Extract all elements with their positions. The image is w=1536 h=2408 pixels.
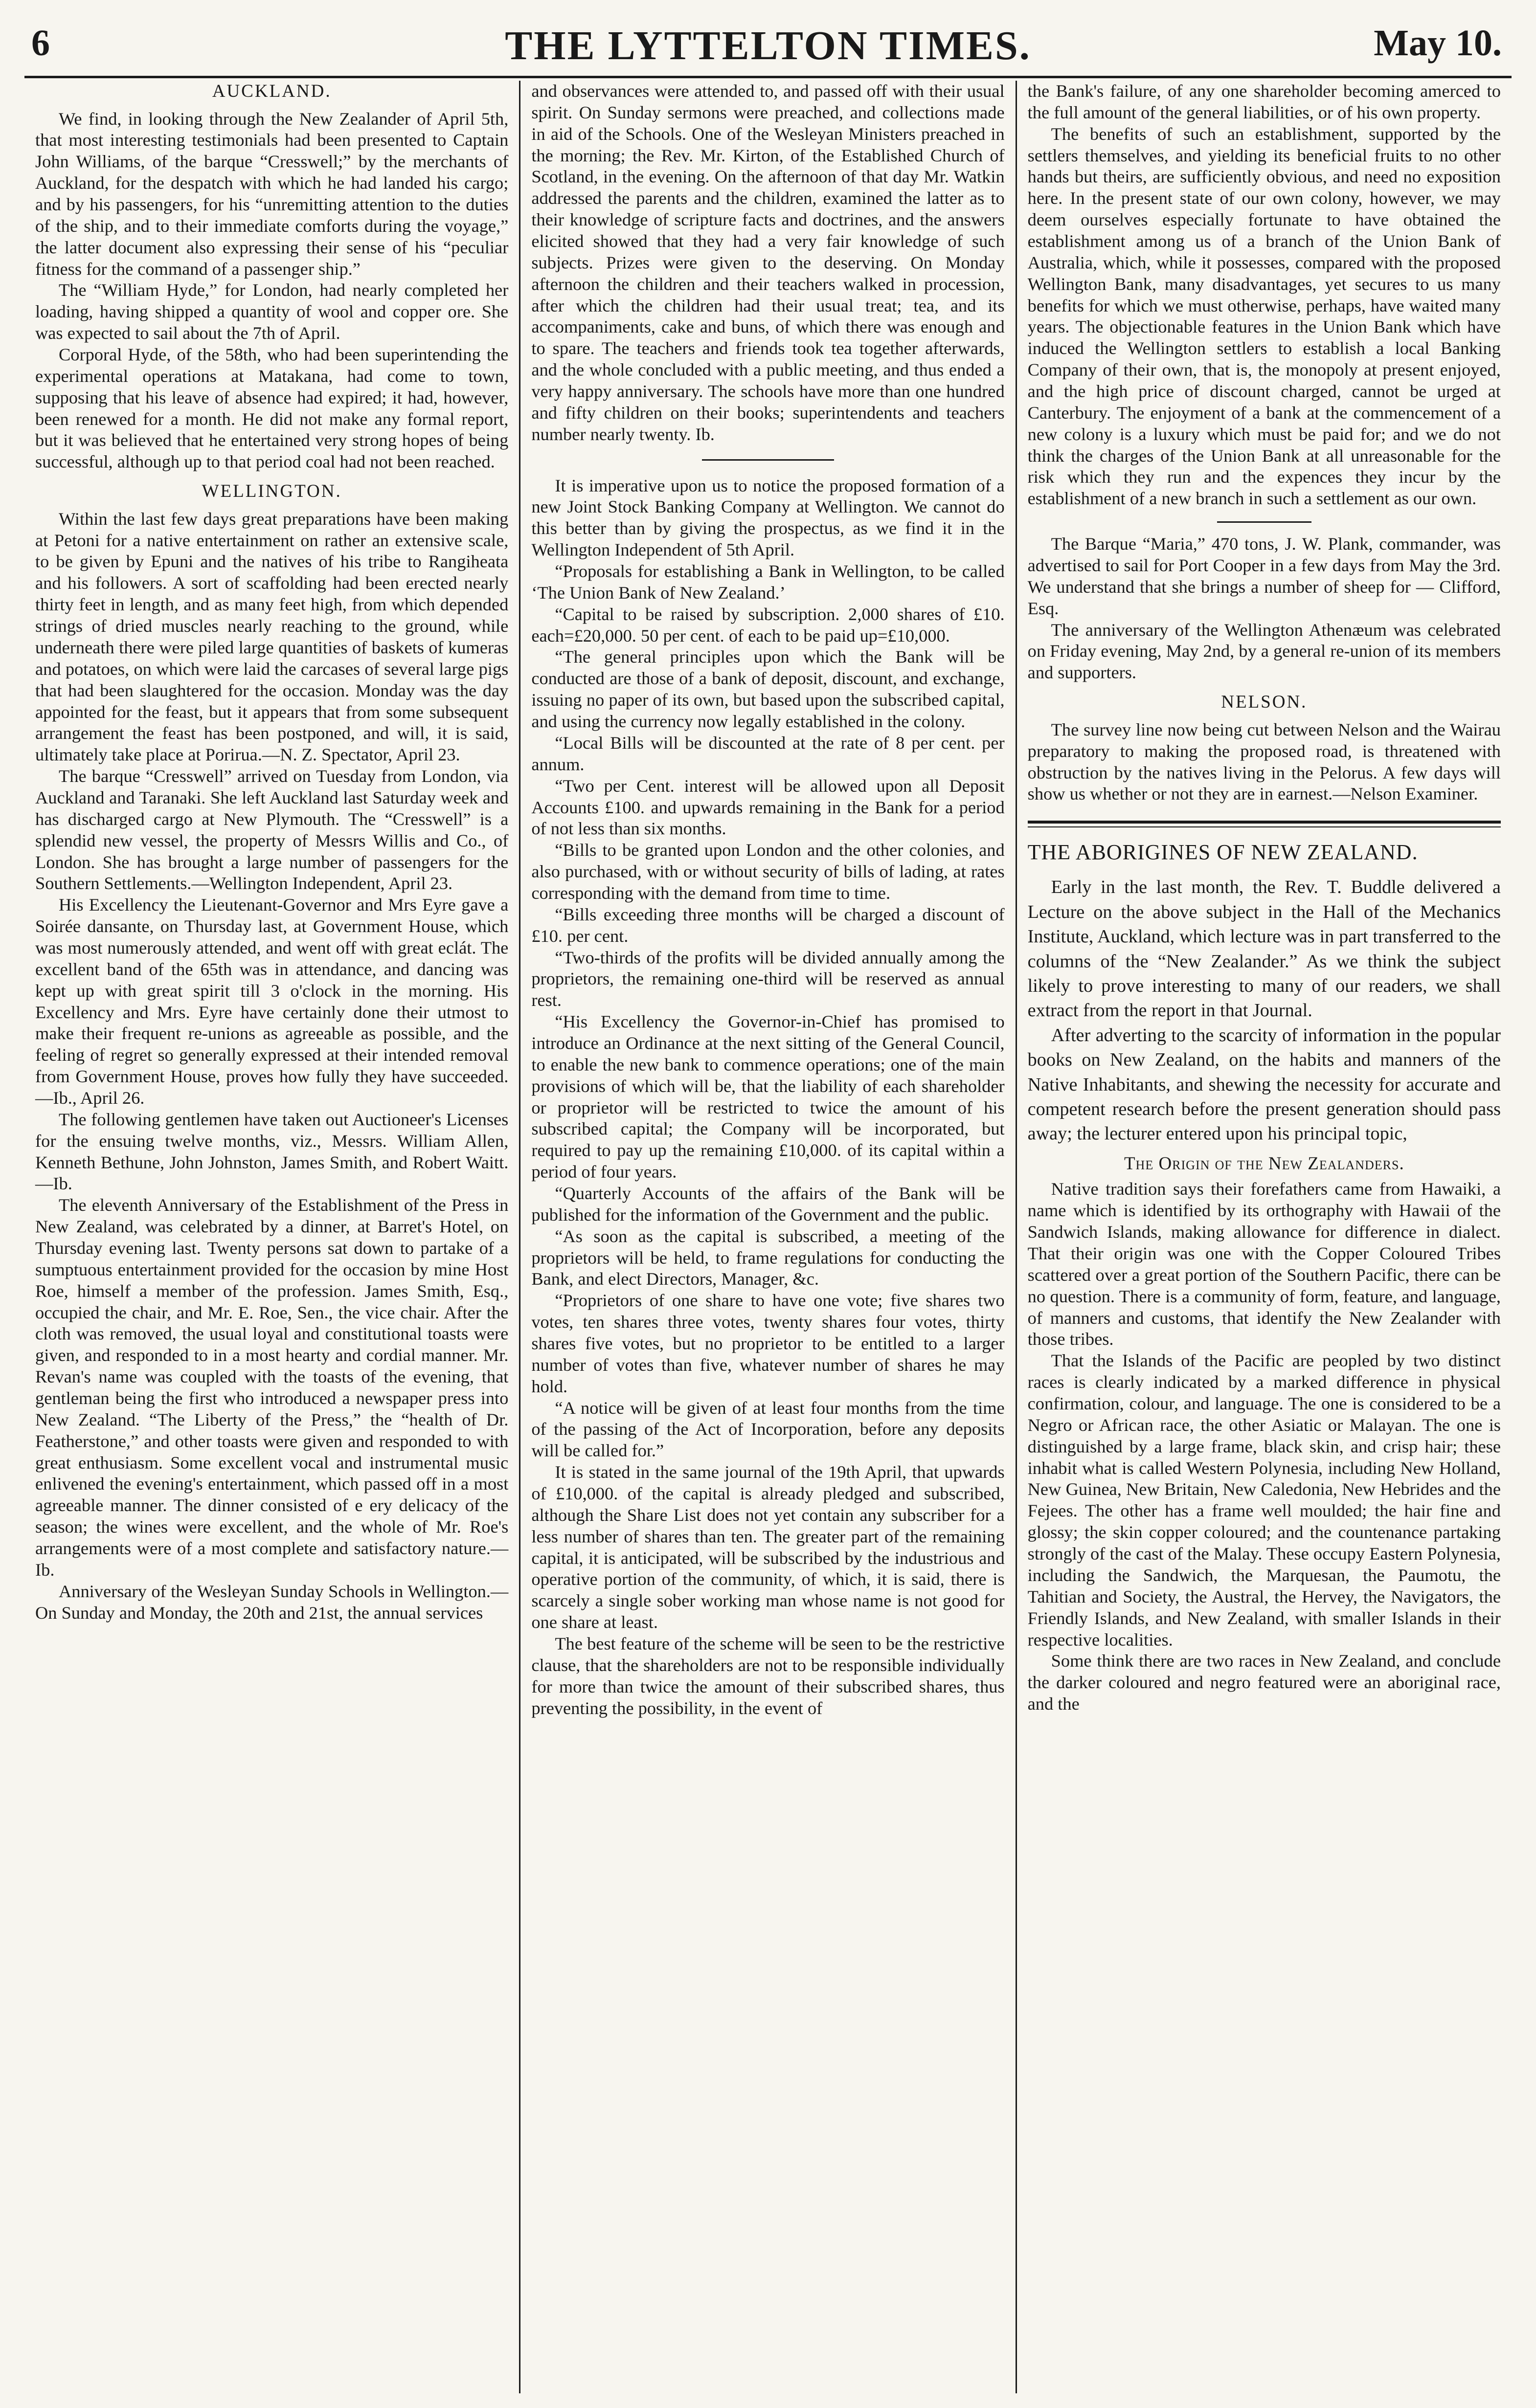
- paragraph: The benefits of such an establishment, supported by the settlers themselves, and yielding its beneficial fruits to no other hands but theirs, are sufficiently obvious, and need no exposition here. In the present state of our own colony, however, we may deem ourselves especially fortunate to have obtained the establishment among us of a branch of the Union Bank of Australia, which, while it possesses, compared with the proposed Wellington Bank, many disadvantages, yet secures to us many benefits for which we must otherwise, perhaps, have waited many years. The objectionable features in the Union Bank which have induced the Wellington settlers to establish a local Banking Company of their own, that is, the monopoly at present enjoyed, and the high price of discount charged, cannot be urged at Canterbury. The enjoyment of a bank at the commencement of a new colony is a luxury which must be paid for; and we do not think the charges of the Union Bank at all unreasonable for the risk which they run and the expences they incur by the establishment of a new branch in such a settlement as our own.: [1027, 124, 1501, 509]
- subheading-origin: The Origin of the New Zealanders.: [1124, 1153, 1404, 1174]
- paragraph: It is imperative upon us to notice the proposed formation of a new Joint Stock Banking Company at Wellington. We cannot do this better than by giving the prospectus, as we find it in the Wellington Independent of 5th April.: [531, 475, 1005, 560]
- paragraph: “The general principles upon which the Bank will be conducted are those of a bank of deposit, discount, and exchange, issuing no paper of its own, but based upon the subscribed capital, and using the currency now legally established in the colony.: [531, 647, 1005, 732]
- paragraph: We find, in looking through the New Zealander of April 5th, that most interesting testimonials had been presented to Captain John Williams, of the barque “Cresswell;” by the merchants of Auckland, for the despatch with which he had landed his cargo; and by his passengers, for his “unremitting attention to the duties of the ship, and to their immediate comforts during the voyage,” the latter document also expressing their sense of his “peculiar fitness for the command of a passenger ship.”: [35, 109, 509, 279]
- paragraph: The survey line now being cut between Nelson and the Wairau preparatory to making the proposed road, is threatened with obstruction by the natives living in the Pelorus. A few days will show us whether or not they are in earnest.—Nelson Examiner.: [1027, 719, 1501, 804]
- paragraph: It is stated in the same journal of the 19th April, that upwards of £10,000. of the capital is already pledged and subscribed, although the Share List does not yet contain any subscriber for a less number of shares than ten. The greater part of the remaining capital, it is anticipated, will be subscribed by the industrious and operative portion of the community, of which, it is said, there is scarcely a single sober working man whose name is not good for one share at least.: [531, 1462, 1005, 1632]
- paragraph: Native tradition says their forefathers came from Hawaiki, a name which is identified by its orthography with Hawaii of the Sandwich Islands, making allowance for difference in dialect. That their origin was one with the Copper Coloured Tribes scattered over a great portion of the Southern Pacific, there can be no question. There is a community of form, feature, and language, of manners and customs, that identify the New Zealander with those tribes.: [1027, 1179, 1501, 1349]
- paragraph: “A notice will be given of at least four months from the time of the passing of the Act of Incorporation, before any deposits will be called for.”: [531, 1398, 1005, 1461]
- paragraph: The barque “Cresswell” arrived on Tuesday from London, via Auckland and Taranaki. She left Auckland last Saturday week and has discharged cargo at New Plymouth. The “Cresswell” is a splendid new vessel, the property of Messrs Willis and Co., of London. She has brought a large number of passengers for the Southern Settlements.—Wellington Independent, April 23.: [35, 766, 509, 893]
- paragraph: “Proposals for establishing a Bank in Wellington, to be called ‘The Union Bank of New Zealand.’: [531, 561, 1005, 602]
- masthead: [24, 22, 1512, 78]
- paragraph: The eleventh Anniversary of the Establishment of the Press in New Zealand, was celebrated by a dinner, at Barret's Hotel, on Thursday evening last. Twenty persons sat down to partake of a sumptuous entertainment provided for the occasion by mine Host Roe, himself a member of the profession. James Smith, Esq., occupied the chair, and Mr. E. Roe, Sen., the vice chair. After the cloth was removed, the usual loyal and constitutional toasts were given, and responded to in a most hearty and cordial manner. Mr. Revan's name was coupled with the toasts of the evening, that gentleman being the first who introduced a newspaper press into New Zealand. “The Liberty of the Press,” the “health of Dr. Featherstone,” and other toasts were given and responded to with great enthusiasm. Some excellent vocal and instrumental music enlivened the evening's entertainment, which passed off in a most agreeable manner. The dinner consisted of e ery delicacy of the season; the wines were excellent, and the whole of Mr. Roe's arrangements were of a most complete and satisfactory nature.—Ib.: [35, 1195, 509, 1580]
- paragraph: Early in the last month, the Rev. T. Buddle delivered a Lecture on the above subject in the Hall of the Mechanics Institute, Auckland, which lecture was in part transferred to the columns of the “New Zealander.” As we think the subject likely to prove interesting to many of our readers, we shall extract from the report in that Journal.: [1027, 877, 1501, 1021]
- paragraph: the Bank's failure, of any one shareholder becoming amerced to the full amount of the general liabilities, or of his own property.: [1027, 81, 1501, 122]
- paragraph: After adverting to the scarcity of information in the popular books on New Zealand, on the habits and manners of the Native Inhabitants, and shewing the necessity for accurate and competent research before the present generation should pass away; the lecturer entered upon his principal topic,: [1027, 1025, 1501, 1144]
- paragraph: “Bills exceeding three months will be charged a discount of £10. per cent.: [531, 904, 1005, 946]
- newspaper-title: THE LYTTELTON TIMES.: [505, 23, 1031, 68]
- paragraph: Anniversary of the Wesleyan Sunday Schools in Wellington.—On Sunday and Monday, the 20th and 21st, the annual services: [35, 1581, 509, 1623]
- page-number: 6: [31, 22, 50, 64]
- paragraph: “Local Bills will be discounted at the rate of 8 per cent. per annum.: [531, 733, 1005, 774]
- article-heading-aborigines: THE ABORIGINES OF NEW ZEALAND.: [1027, 840, 1418, 865]
- paragraph: “Proprietors of one share to have one vote; five shares two votes, ten shares three votes, twenty shares four votes, thirty shares five votes, but no proprietor to be entitled to a larger number of votes than five, whatever number of shares he may hold.: [531, 1291, 1005, 1396]
- paragraph: His Excellency the Lieutenant-Governor and Mrs Eyre gave a Soirée dansante, on Thursday last, at Government House, which was most numerously attended, and went off with great eclát. The excellent band of the 65th was in attendance, and dancing was kept up with great spirit till 3 o'clock in the morning. His Excellency and Mrs. Eyre have certainly done their utmost to make their frequent re-unions as agreeable as possible, and the feeling of regret so generally expressed at their intended removal from Government House, proves how fully they have succeeded.—Ib., April 26.: [35, 895, 509, 1108]
- paragraph: “Two-thirds of the profits will be divided annually among the proprietors, the remaining one-third will be reserved as annual rest.: [531, 947, 1005, 1010]
- paragraph: “As soon as the capital is subscribed, a meeting of the proprietors will be held, to frame regulations for conducting the Bank, and elect Directors, Manager, &c.: [531, 1226, 1005, 1289]
- paragraph: “His Excellency the Governor-in-Chief has promised to introduce an Ordinance at the next sitting of the General Council, to enable the new bank to commence operations; one of the main provisions of which will be, that the liability of each shareholder or proprietor will be restricted to twice the amount of his subscribed capital; the Company will be incorporated, but required to pay up the remaining £10,000. of its capital within a period of four years.: [531, 1012, 1005, 1182]
- paragraph: “Quarterly Accounts of the affairs of the Bank will be published for the information of the Government and the public.: [531, 1183, 1005, 1225]
- paragraph: The Barque “Maria,” 470 tons, J. W. Plank, commander, was advertised to sail for Port Cooper in a few days from May the 3rd. We understand that she brings a number of sheep for — Clifford, Esq.: [1027, 534, 1501, 618]
- paragraph: The “William Hyde,” for London, had nearly completed her loading, having shipped a quantity of wool and copper ore. She was expected to sail about the 7th of April.: [35, 280, 509, 343]
- column-3: [1016, 81, 1512, 2393]
- section-divider: [702, 459, 835, 461]
- section-heading-wellington: WELLINGTON.: [202, 481, 342, 502]
- column-1: [24, 81, 519, 2393]
- article-columns: [24, 81, 1512, 2393]
- paragraph: Some think there are two races in New Zealand, and conclude the darker coloured and negro featured were an aboriginal race, and the: [1027, 1651, 1501, 1714]
- column-2: [519, 81, 1015, 2393]
- paragraph: The following gentlemen have taken out Auctioneer's Licenses for the ensuing twelve months, viz., Messrs. William Allen, Kenneth Bethune, John Johnston, James Smith, and Robert Waitt.—Ib.: [35, 1109, 509, 1194]
- paragraph: The anniversary of the Wellington Athenæum was celebrated on Friday evening, May 2nd, by a general re-union of its members and supporters.: [1027, 620, 1501, 683]
- paragraph: “Capital to be raised by subscription. 2,000 shares of £10. each=£20,000. 50 per cent. of each to be paid up=£10,000.: [531, 604, 1005, 646]
- section-double-rule: [1028, 821, 1501, 824]
- section-heading-nelson: NELSON.: [1221, 692, 1308, 713]
- paragraph: The best feature of the scheme will be seen to be the restrictive clause, that the shareholders are not to be responsible individually for more than twice the amount of their subscribed shares, thus preventing the possibility, in the event of: [531, 1634, 1005, 1718]
- paragraph: That the Islands of the Pacific are peopled by two distinct races is clearly indicated by a marked difference in physical confirmation, colour, and language. The one is considered to be a Negro or African race, the other Asiatic or Malayan. The one is distinguished by a large frame, black skin, and crisp hair; these inhabit what is called Western Polynesia, including New Holland, New Guinea, New Britain, New Caledonia, New Hebrides and the Fejees. The other has a frame well moulded; the hair fine and glossy; the skin copper coloured; and the countenance partaking strongly of the cast of the Malay. These occupy Eastern Polynesia, including the Sandwich, the Marquesan, the Paumotu, the Tahitian and Society, the Austral, the Hervey, the Navigators, the Friendly Islands, and New Zealand, with smaller Islands in their respective localities.: [1027, 1351, 1501, 1650]
- issue-date: May 10.: [1374, 22, 1502, 64]
- section-heading-auckland: AUCKLAND.: [212, 81, 332, 101]
- paragraph: Corporal Hyde, of the 58th, who had been superintending the experimental operations at Matakana, had come to town, supposing that his leave of absence had expired; it had, however, been renewed for a month. He did not make any formal report, but it was believed that he entertained very strong hopes of being successful, although up to that period coal had not been reached.: [35, 345, 509, 472]
- section-divider: [1217, 521, 1311, 523]
- paragraph: and observances were attended to, and passed off with their usual spirit. On Sunday sermons were preached, and collections made in aid of the Schools. One of the Wesleyan Ministers preached in the morning; the Rev. Mr. Kirton, of the Established Church of Scotland, in the evening. On the afternoon of that day Mr. Watkin addressed the parents and the children, examined the latter as to their knowledge of scripture facts and doctrines, and the answers elicited showed that they had a very fair knowledge of such subjects. Prizes were given to the deserving. On Monday afternoon the children and their teachers walked in procession, after which the children had their usual treat; tea, and its accompaniments, cake and buns, of which there was enough and to spare. The teachers and friends took tea together afterwards, and the whole concluded with a public meeting, and thus ended a very happy anniversary. The schools have more than one hundred and fifty children on their books; superintendents and teachers number nearly twenty. Ib.: [531, 81, 1005, 444]
- paragraph: Within the last few days great preparations have been making at Petoni for a native entertainment on rather an extensive scale, to be given by Epuni and the natives of his tribe to Rangiheata and his followers. A sort of scaffolding had been erected nearly thirty feet in length, and as many feet high, from which depended strings of dried muscles nearly reaching to the ground, while underneath there were piled large quantities of baskets of kumeras and potatoes, on which were laid the carcases of several large pigs that had been slaughtered for the occasion. Monday was the day appointed for the feast, but it appears that from some subsequent arrangement the feast has been postponed, and will, it is said, ultimately take place at Porirua.—N. Z. Spectator, April 23.: [35, 509, 509, 765]
- paragraph: “Two per Cent. interest will be allowed upon all Deposit Accounts £100. and upwards remaining in the Bank for a period of not less than six months.: [531, 776, 1005, 839]
- aborigines-article: [1028, 875, 1501, 1146]
- paragraph: “Bills to be granted upon London and the other colonies, and also purchased, with or without security of bills of lading, at rates corresponding with the demand from time to time.: [531, 840, 1005, 903]
